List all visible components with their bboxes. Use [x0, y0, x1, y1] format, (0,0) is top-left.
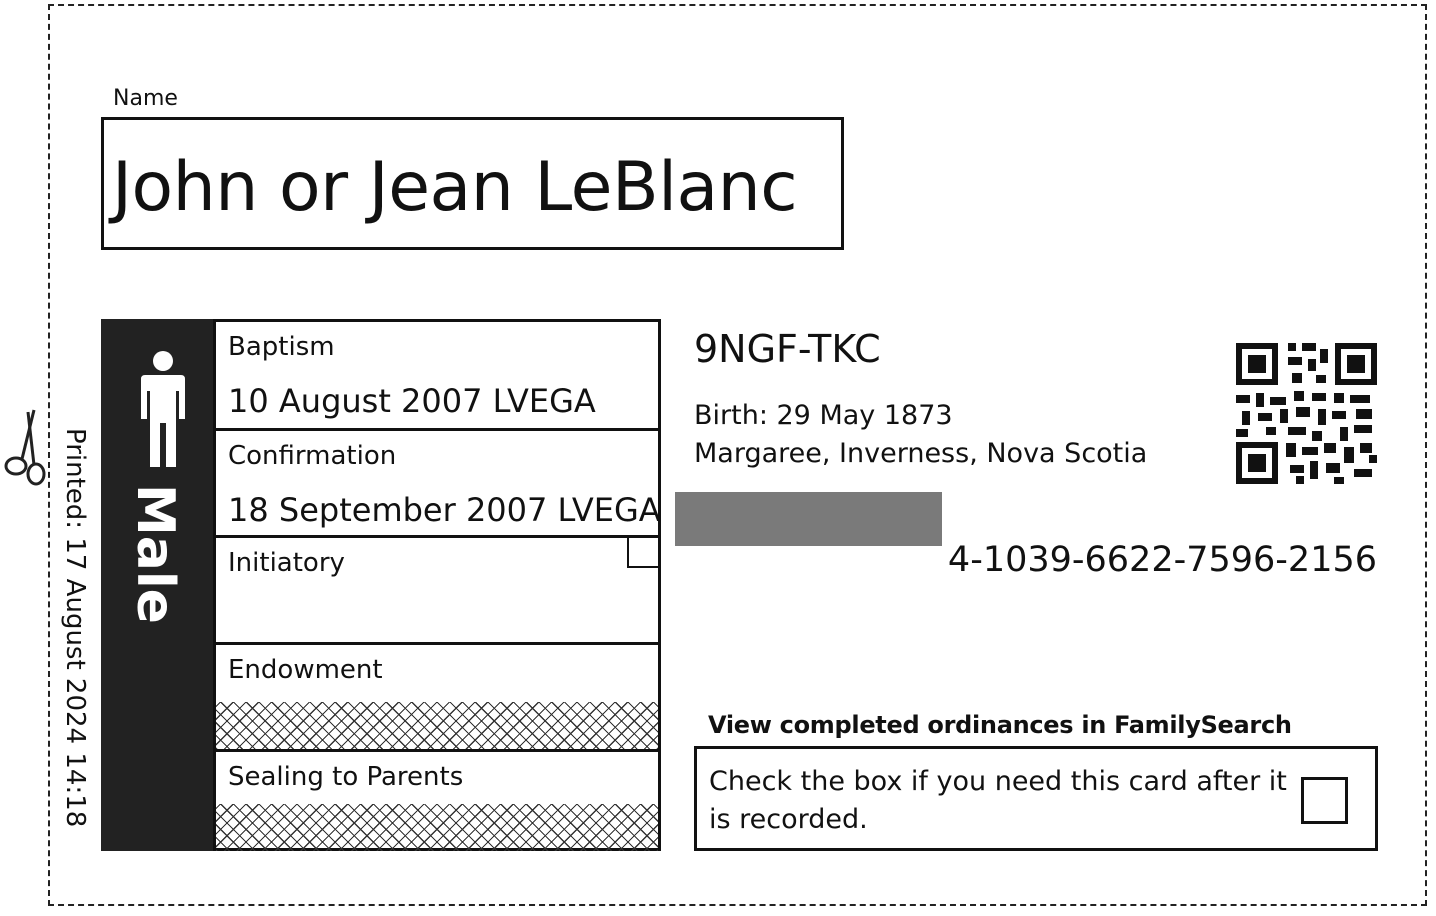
birth-date: Birth: 29 May 1873 [694, 400, 953, 431]
person-name: John or Jean LeBlanc [112, 148, 798, 227]
ordinance-label: Initiatory [228, 548, 345, 578]
male-person-icon [139, 351, 187, 467]
ordinance-row-sealing [216, 749, 658, 851]
ordinance-row-endowment [216, 642, 658, 749]
ordinance-label: Confirmation [228, 441, 397, 471]
ordinance-label: Sealing to Parents [228, 762, 464, 792]
ordinance-table [213, 319, 661, 851]
card-number: 4-1039-6622-7596-2156 [947, 540, 1377, 580]
keep-card-instructions: Check the box if you need this card after it is recorded. [709, 766, 1287, 835]
ordinance-label: Baptism [228, 332, 335, 362]
gender-label: Male [125, 484, 185, 624]
crosshatch-pattern [216, 702, 658, 749]
redaction-bar [675, 492, 942, 546]
scissors-icon [0, 404, 54, 488]
gender-bar [101, 319, 215, 851]
name-label: Name [113, 86, 178, 111]
keep-card-checkbox[interactable] [1301, 777, 1348, 824]
ordinance-row-confirmation [216, 428, 661, 535]
ordinance-value: 18 September 2007 LVEGA [228, 491, 661, 529]
familysearch-title: View completed ordinances in FamilySearch [708, 711, 1292, 739]
ordinance-label: Endowment [228, 655, 383, 685]
birth-place: Margaree, Inverness, Nova Scotia [694, 438, 1148, 469]
printed-date: Printed: 17 August 2024 14:18 [60, 428, 90, 828]
person-id: 9NGF-TKC [694, 327, 881, 371]
initiatory-checkbox[interactable] [627, 538, 658, 568]
ordinance-row-baptism [216, 322, 658, 429]
name-box [101, 117, 844, 250]
keep-card-box [694, 746, 1378, 851]
crosshatch-pattern [216, 804, 658, 851]
ordinance-row-initiatory [216, 535, 658, 642]
ordinance-value: 10 August 2007 LVEGA [228, 382, 596, 420]
qr-code [1236, 343, 1377, 484]
